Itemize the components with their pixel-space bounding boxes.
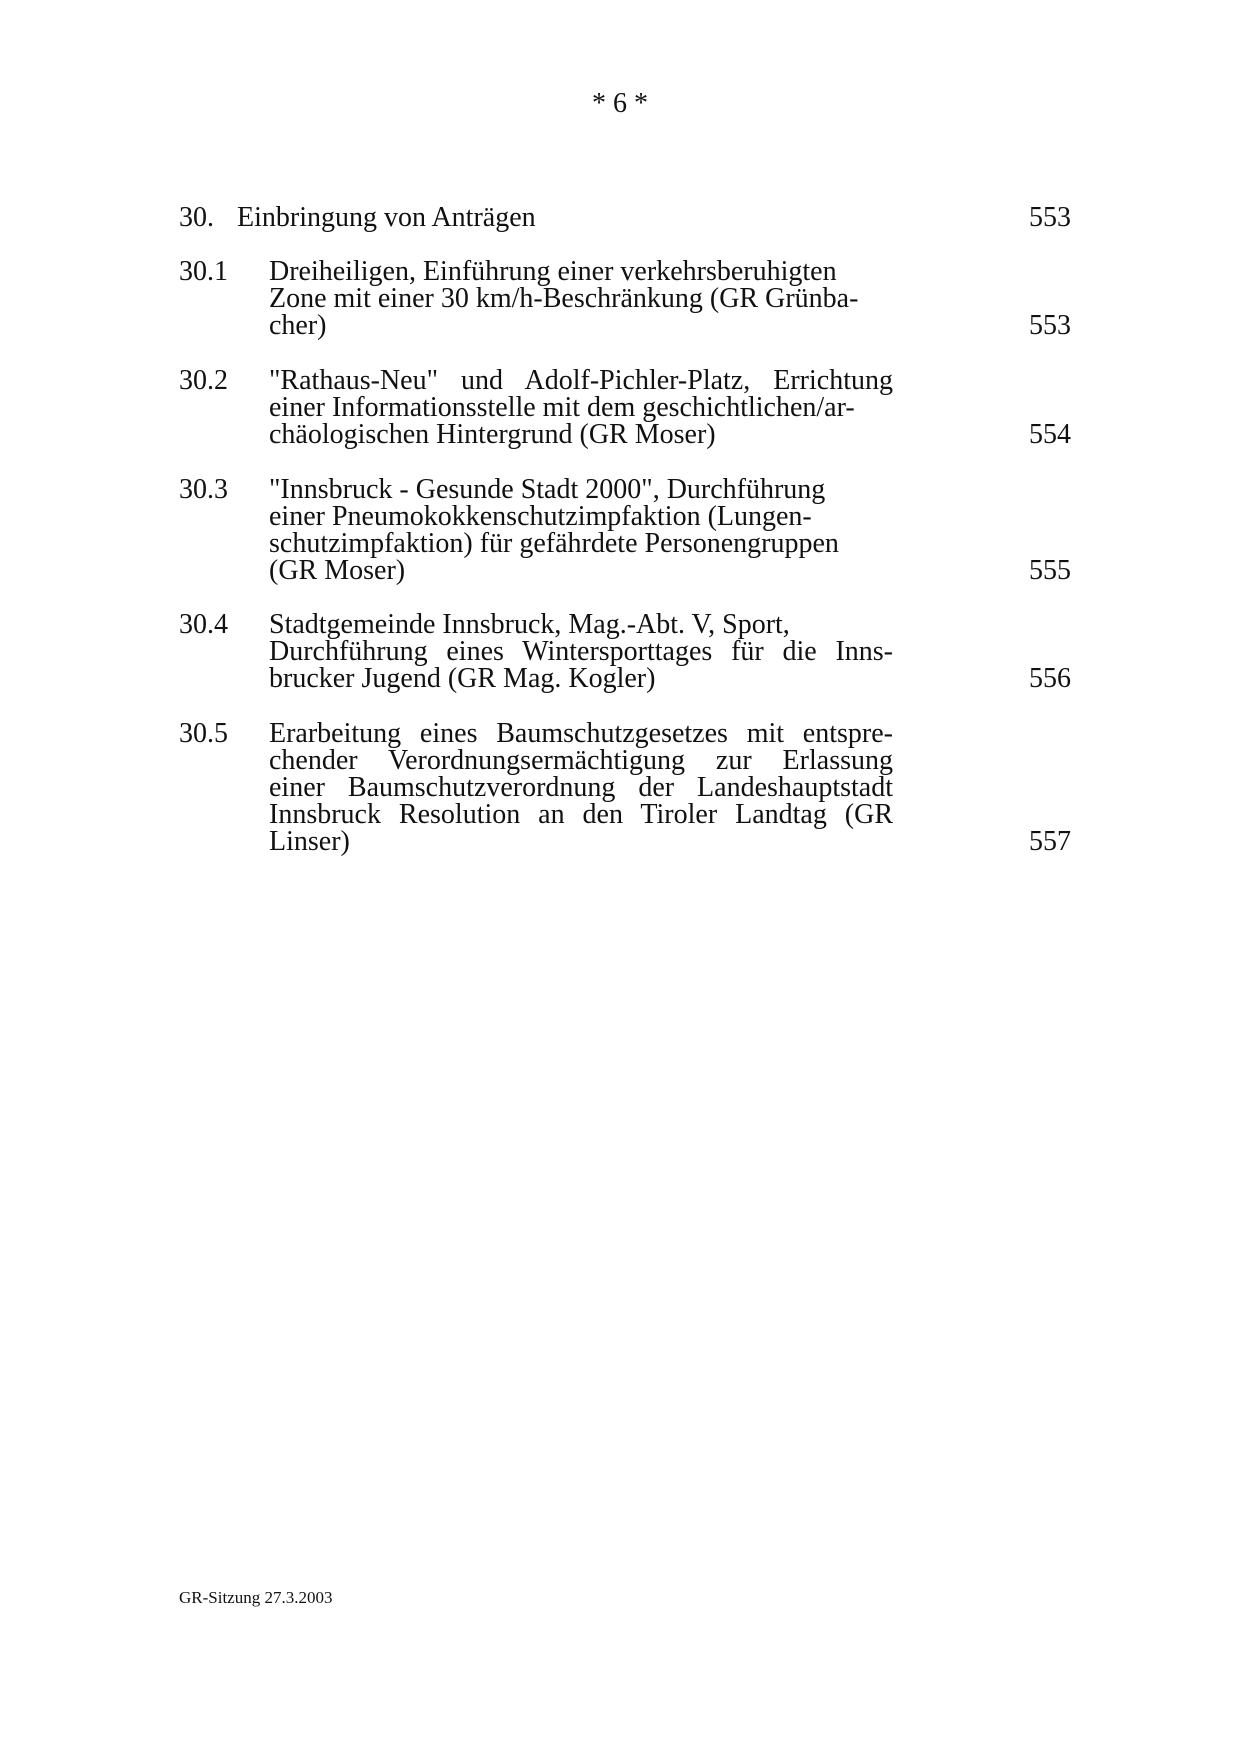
section-number: 30. (179, 202, 214, 233)
entry-line: Stadtgemeinde Innsbruck, Mag.-Abt. V, Sport, (269, 609, 790, 640)
entry-text (269, 720, 893, 855)
entry-line: Innsbruck Resolution an den Tiroler Landtag (GR (269, 799, 893, 830)
entry-line: cher) (269, 310, 327, 341)
section-heading (179, 202, 1071, 234)
entry-line: Durchführung eines Wintersporttages für die Inns- (269, 636, 893, 667)
entry-page-number: 555 (1029, 555, 1071, 586)
entry-line: einer Pneumokokkenschutzimpfaktion (Lungen- (269, 501, 812, 532)
entry-line: Zone mit einer 30 km/h-Beschränkung (GR Grünba- (269, 283, 859, 314)
entry-line: einer Baumschutzverordnung der Landeshauptstadt (269, 772, 893, 803)
entry-line: brucker Jugend (GR Mag. Kogler) (269, 663, 656, 694)
entry-number: 30.3 (179, 474, 228, 505)
section-title: Einbringung von Anträgen (237, 202, 536, 233)
entry-line: chender Verordnungsermächtigung zur Erlassung (269, 745, 893, 776)
entry-line: einer Informationsstelle mit dem geschichtlichen/ar- (269, 392, 855, 423)
entry-number: 30.5 (179, 718, 228, 749)
entry-page-number: 553 (1029, 310, 1071, 341)
entry-line: "Innsbruck - Gesunde Stadt 2000", Durchführung (269, 474, 826, 505)
entry-page-number: 556 (1029, 663, 1071, 694)
entry-text (269, 476, 893, 584)
entry-line: Dreiheiligen, Einführung einer verkehrsberuhigten (269, 256, 837, 287)
entry-number: 30.4 (179, 609, 228, 640)
section-page-number: 553 (1029, 202, 1071, 233)
entry-line: Erarbeitung eines Baumschutzgesetzes mit entspre- (269, 718, 893, 749)
entry-text (269, 258, 893, 339)
entry-text (269, 611, 893, 692)
entry-line: (GR Moser) (269, 555, 406, 586)
entry-number: 30.1 (179, 256, 228, 287)
page-number: * 6 * (592, 88, 648, 119)
entry-line: Linser) (269, 826, 350, 857)
entry-number: 30.2 (179, 365, 228, 396)
entry-line: schutzimpfaktion) für gefährdete Personengruppen (269, 528, 839, 559)
footer-session-date: GR-Sitzung 27.3.2003 (179, 1588, 333, 1607)
entry-line: "Rathaus-Neu" und Adolf-Pichler-Platz, Errichtung (269, 365, 893, 396)
entry-text (269, 367, 893, 448)
entry-page-number: 557 (1029, 826, 1071, 857)
entry-line: chäologischen Hintergrund (GR Moser) (269, 419, 716, 450)
entry-page-number: 554 (1029, 419, 1071, 450)
